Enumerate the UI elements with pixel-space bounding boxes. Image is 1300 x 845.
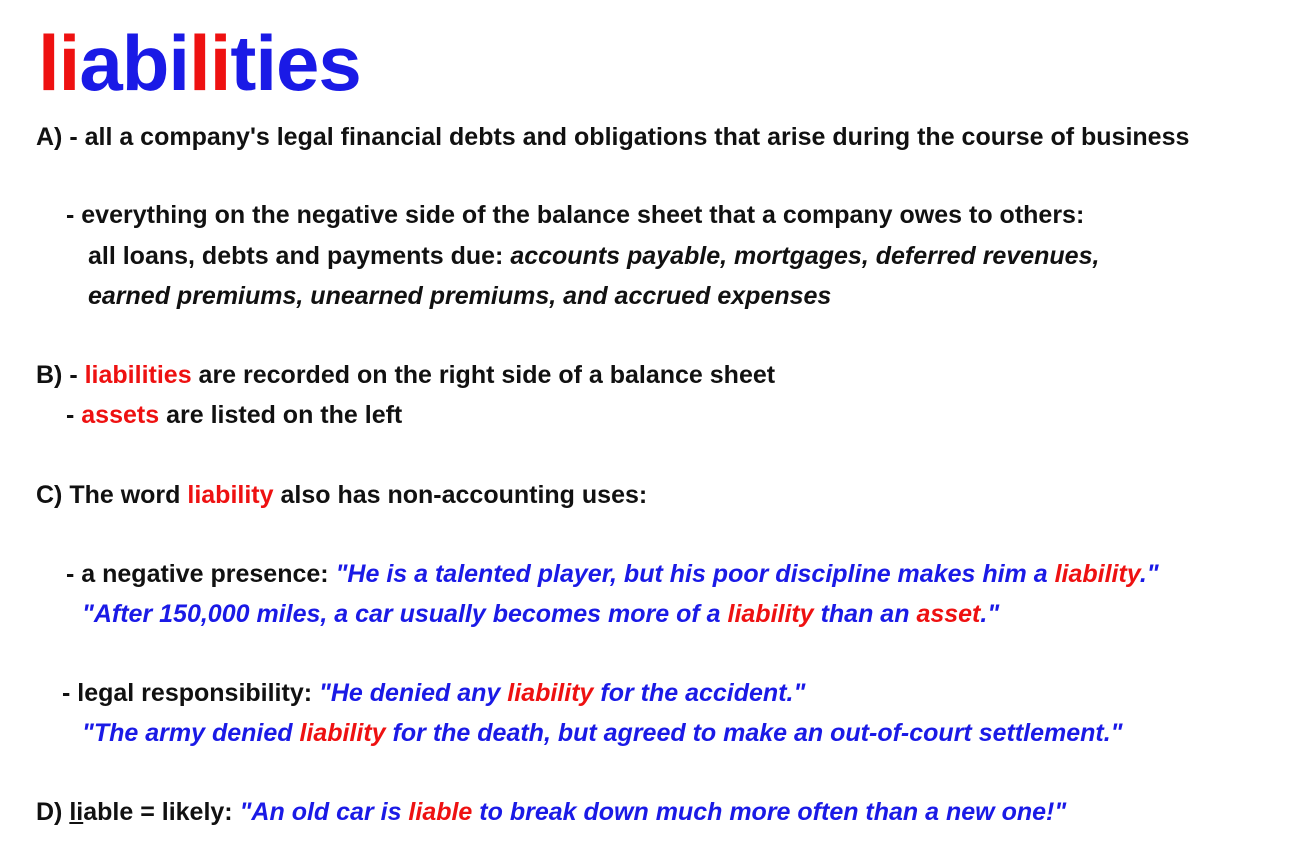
section-d-line [36,795,1066,829]
keyword-asset: asset [916,600,981,628]
negative-example-1 [336,560,1159,588]
keyword-liability: liability [299,719,386,747]
section-a-list-cont [88,279,831,313]
section-d-prefix: D) [36,798,70,826]
title-part: li [38,19,80,107]
section-d-example [240,798,1067,826]
keyword-liability: liability [727,600,814,628]
section-d-definition: able = likely: [83,798,240,826]
keyword-liable: liable [408,798,473,826]
title-part: ties [230,19,361,107]
example-text: ." [1139,560,1159,588]
section-b-prefix: B) - [36,361,85,389]
section-a-definition [36,120,1189,154]
example-text: for the accident." [593,679,806,707]
section-c-intro-rest: also has non-accounting uses: [273,481,648,509]
section-b-line1 [36,358,775,392]
section-a-list [88,239,1099,273]
keyword-liability: liability [1054,560,1140,588]
legal-example-2 [82,716,1123,750]
section-a-line3-italic: accounts payable, mortgages, deferred revenues, [510,242,1100,270]
example-text: than an [813,600,917,628]
example-text: "An old car is [239,798,409,826]
legal-responsibility-line [62,676,805,710]
negative-presence-line [66,557,1159,591]
section-b-line2-rest: are listed on the left [159,401,403,429]
example-text: for the death, but agreed to make an out-of-court settlement." [385,719,1123,747]
example-text: to break down much more often than a new one!" [472,798,1067,826]
section-b-dash: - [66,401,82,429]
section-b-line2 [66,398,402,432]
example-text: "He is a talented player, but his poor discipline makes him a [335,560,1055,588]
keyword-liabilities: liabilities [84,361,192,389]
page-title [38,18,361,108]
title-part: abi [79,19,190,107]
legal-example-1 [319,679,805,707]
example-text: "After 150,000 miles, a car usually becomes more of a [82,600,728,628]
example-text: ." [980,600,1000,628]
negative-presence-label: - a negative presence: [66,560,336,588]
keyword-liability: liability [507,679,594,707]
section-c-intro [36,478,647,512]
section-a-line1: A) - all a company's legal financial debts and obligations that arise during the course of business [36,123,1190,151]
negative-example-2 [82,597,999,631]
title-part: li [189,19,231,107]
section-a-line3-plain: all loans, debts and payments due: [88,242,511,270]
keyword-liability: liability [187,481,274,509]
section-c-prefix: C) The word [36,481,188,509]
section-a-sub [66,198,1084,232]
keyword-assets: assets [81,401,160,429]
legal-responsibility-label: - legal responsibility: [62,679,319,707]
section-a-line4-italic: earned premiums, unearned premiums, and accrued expenses [88,282,832,310]
example-text: "The army denied [82,719,300,747]
example-text: "He denied any [319,679,508,707]
section-b-line1-rest: are recorded on the right side of a balance sheet [191,361,776,389]
underlined-prefix: li [69,798,84,826]
section-a-line2: - everything on the negative side of the balance sheet that a company owes to others: [66,201,1085,229]
